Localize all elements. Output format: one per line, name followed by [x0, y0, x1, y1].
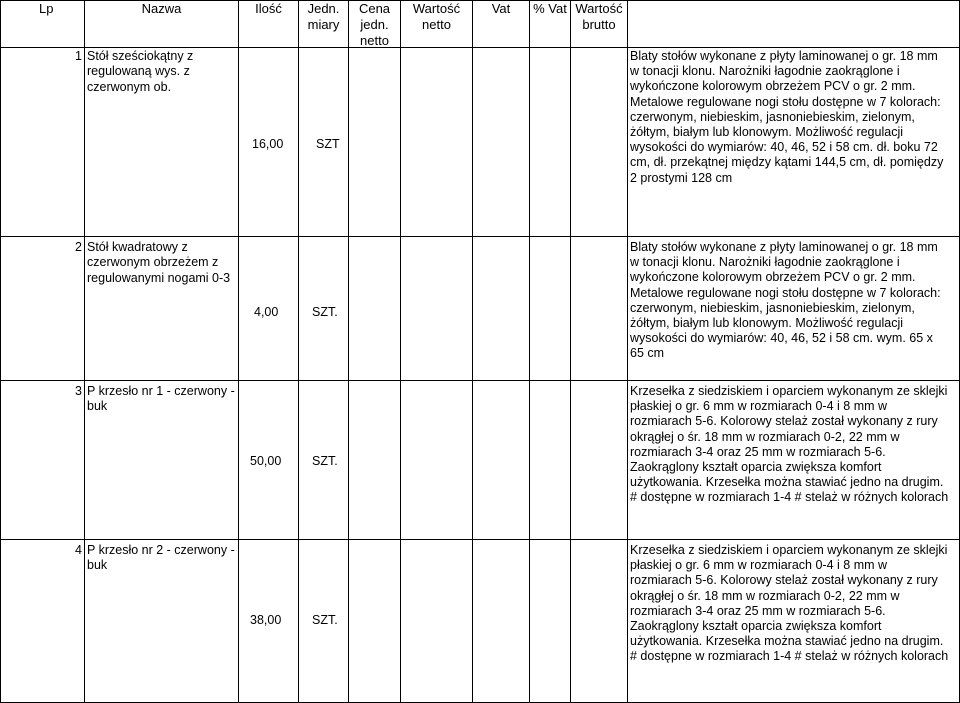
row-jm: SZT. [312, 305, 338, 319]
row-opis-line: użytkowania. Krzesełka można stawiać jedno na drugim. [630, 475, 944, 490]
header-cena [349, 1, 400, 49]
header-ilosc-label: Ilość [255, 1, 282, 16]
header-nazwa [85, 1, 238, 17]
grid-line [0, 236, 960, 237]
grid-line [472, 0, 473, 703]
row-opis-line: Zaokrąglony kształt oparcia zwiększa komfort [630, 460, 882, 475]
row-opis-line: wykończone kolorowym obrzeżem PCV o gr. 2 mm. [630, 79, 916, 94]
row-ilosc: 38,00 [250, 613, 282, 627]
row-lp: 3 [75, 384, 82, 398]
header-lp [1, 1, 84, 17]
header-jedn-miary-line2: miary [307, 17, 340, 32]
row-opis-line: Metalowe regulowane nogi stołu dostępne w 7 kolorach: [630, 285, 941, 300]
row-opis [630, 384, 958, 506]
row-opis-line: rozmiarach 5-6. Kolorowy stelaż został wykonany z rury [630, 414, 938, 429]
grid-line [570, 0, 571, 703]
header-wartosc-netto-line2: netto [422, 17, 451, 32]
row-opis-line: wysokości do wymiarów: 40, 46, 52 i 58 cm. wym. 65 x [630, 331, 933, 346]
row-nazwa-line: buk [87, 558, 108, 573]
row-lp: 2 [75, 240, 82, 254]
grid-line [84, 0, 85, 703]
grid-line [627, 0, 628, 703]
header-lp-label: Lp [39, 1, 54, 16]
row-opis-line: Blaty stołów wykonane z płyty laminowanej o gr. 18 mm [630, 240, 938, 254]
row-nazwa-line: czerwonym ob. [87, 79, 172, 94]
row-opis-line: rozmiarach 3-4 oraz 25 mm w rozmiarach 5-6. [630, 603, 886, 618]
header-cena-line3: netto [360, 33, 389, 48]
grid-line [238, 0, 239, 703]
row-opis-line: w tonacji klonu. Narożniki łagodnie zaokrąglone i [630, 255, 900, 270]
row-opis-line: Krzesełka z siedziskiem i oparciem wykonanym ze sklejki [630, 543, 948, 557]
header-ilosc [239, 1, 298, 17]
row-opis [630, 240, 958, 362]
row-opis-line: # dostępne w rozmiarach 1-4 # stelaż w różnych kolorach [630, 490, 949, 505]
header-proc-vat [530, 1, 570, 17]
row-nazwa [87, 384, 235, 415]
grid-line [400, 0, 401, 703]
header-wartosc-brutto [571, 1, 627, 33]
row-nazwa-line: buk [87, 399, 108, 414]
row-opis-line: Metalowe regulowane nogi stołu dostępne w 7 kolorach: [630, 94, 941, 109]
grid-line [0, 0, 1, 703]
header-wartosc-netto [401, 1, 472, 33]
header-wartosc-brutto-line2: brutto [582, 17, 616, 32]
row-opis-line: żółtym, białym lub klonowym. Możliwość regulacji [630, 316, 903, 331]
header-jedn-miary-line1: Jedn. [307, 1, 340, 16]
row-opis-line: wykończone kolorowym obrzeżem PCV o gr. 2 mm. [630, 270, 916, 285]
row-nazwa [87, 543, 235, 574]
header-cena-line1: Cena [358, 1, 391, 16]
row-nazwa-line: Stół kwadratowy z [87, 240, 188, 254]
row-lp: 1 [75, 49, 82, 63]
row-nazwa-line: P krzesło nr 2 - czerwony - [87, 543, 235, 557]
row-opis [630, 49, 958, 186]
row-nazwa-line: czerwonym obrzeżem z [87, 255, 219, 270]
row-opis-line: 2 prostymi 128 cm [630, 170, 733, 185]
header-vat-label: Vat [491, 1, 511, 16]
row-opis [630, 543, 958, 665]
row-opis-line: wysokości do wymiarów: 40, 46, 52 i 58 cm. dł. boku 72 [630, 140, 938, 155]
row-jm: SZT. [312, 613, 338, 627]
row-opis-line: żółtym, białym lub klonowym. Możliwość regulacji [630, 125, 903, 140]
row-lp: 4 [75, 543, 82, 557]
row-opis-line: rozmiarach 5-6. Kolorowy stelaż został wykonany z rury [630, 573, 938, 588]
row-opis-line: okrągłej o śr. 18 mm w rozmiarach 0-2, 22 mm w [630, 429, 900, 444]
grid-line [348, 0, 349, 703]
row-jm: SZT. [312, 454, 338, 468]
row-jm: SZT [316, 137, 340, 151]
grid-line [529, 0, 530, 703]
grid-line [0, 380, 960, 381]
grid-line [0, 539, 960, 540]
row-opis-line: płaskiej o gr. 6 mm w rozmiarach 0-4 i 8 mm w [630, 558, 888, 573]
header-wartosc-brutto-line1: Wartość [575, 1, 623, 16]
row-ilosc: 16,00 [252, 137, 284, 151]
row-opis-line: Blaty stołów wykonane z płyty laminowanej o gr. 18 mm [630, 49, 938, 63]
header-cena-line2: jedn. [360, 17, 389, 32]
row-nazwa-line: regulowaną wys. z [87, 64, 190, 79]
row-nazwa-line: regulowanymi nogami 0-3 [87, 270, 231, 285]
row-opis-line: # dostępne w rozmiarach 1-4 # stelaż w różnych kolorach [630, 649, 949, 664]
header-proc-vat-label: % Vat [533, 1, 567, 16]
row-opis-line: Krzesełka z siedziskiem i oparciem wykonanym ze sklejki [630, 384, 948, 398]
row-opis-line: rozmiarach 3-4 oraz 25 mm w rozmiarach 5-6. [630, 444, 886, 459]
row-opis-line: płaskiej o gr. 6 mm w rozmiarach 0-4 i 8 mm w [630, 399, 888, 414]
header-wartosc-netto-line1: Wartość [412, 1, 461, 16]
row-nazwa [87, 49, 193, 95]
row-nazwa-line: P krzesło nr 1 - czerwony - [87, 384, 235, 398]
row-opis-line: czerwonym, niebieskim, jasnoniebieskim, zielonym, [630, 300, 915, 315]
grid-line [298, 0, 299, 703]
header-vat [473, 1, 529, 17]
row-opis-line: 65 cm [630, 346, 665, 361]
row-nazwa [87, 240, 230, 286]
row-ilosc: 50,00 [250, 454, 282, 468]
row-opis-line: czerwonym, niebieskim, jasnoniebieskim, zielonym, [630, 109, 915, 124]
row-opis-line: Zaokrąglony kształt oparcia zwiększa komfort [630, 619, 882, 634]
row-ilosc: 4,00 [254, 305, 279, 319]
row-opis-line: okrągłej o śr. 18 mm w rozmiarach 0-2, 22 mm w [630, 588, 900, 603]
row-nazwa-line: Stół sześciokątny z [87, 49, 194, 63]
grid-line [0, 47, 960, 48]
row-opis-line: cm, dł. przekątnej między kątami 144,5 cm, dł. pomiędzy [630, 155, 944, 170]
header-nazwa-label: Nazwa [141, 1, 182, 16]
row-opis-line: w tonacji klonu. Narożniki łagodnie zaokrąglone i [630, 64, 900, 79]
header-jedn-miary [299, 1, 348, 33]
row-opis-line: użytkowania. Krzesełka można stawiać jedno na drugim. [630, 634, 944, 649]
